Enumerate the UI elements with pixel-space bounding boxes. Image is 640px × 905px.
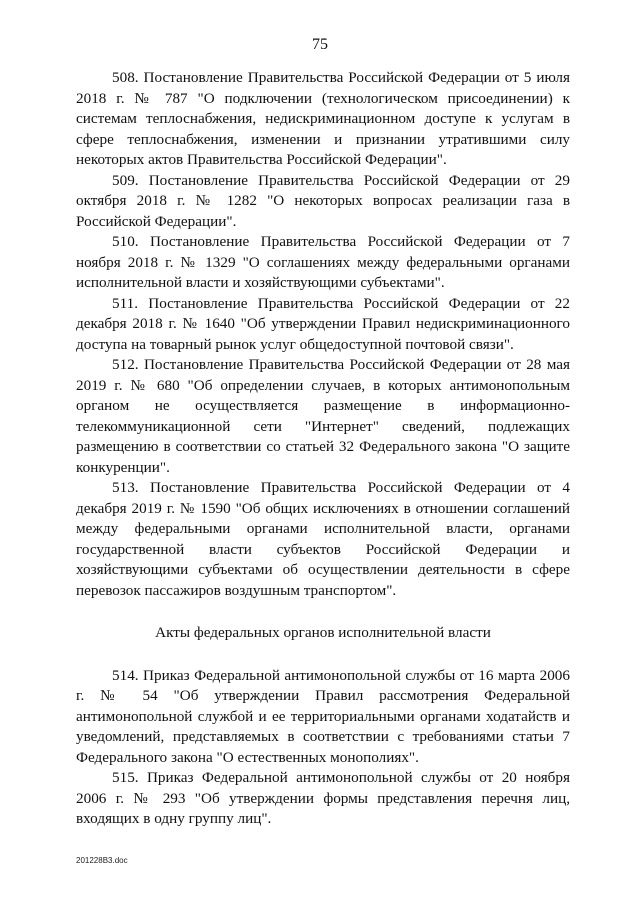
list-item-515: 515. Приказ Федеральной антимонопольной службы от 20 ноября 2006 г. № 293 "Об утверждении формы представления перечня лиц, входящих в одну группу лиц". [76,769,570,827]
list-item-514: 514. Приказ Федеральной антимонопольной службы от 16 марта 2006 г. № 54 "Об утверждении Правил рассмотрения Федеральной антимонопольной службой и ее территориальными органами ходатайств и уведомлений, представляемых в соответствии с требованиями статьи 7 Федерального закона "О естественных монополиях". [76,666,570,766]
page-number: 75 [312,36,328,53]
section-heading: Акты федеральных органов исполнительной власти [155,624,491,641]
list-item-509: 509. Постановление Правительства Российской Федерации от 29 октября 2018 г. № 1282 "О некоторых вопросах реализации газа в Российской Федерации". [76,171,570,230]
footer-file-code: 201228B3.doc [76,856,128,865]
list-item-508: 508. Постановление Правительства Российской Федерации от 5 июля 2018 г. № 787 "О подключении (технологическом присоединении) к системам теплоснабжения, недискриминационном доступе к услугам в сфере теплоснабжения, изменении и признании утратившими силу некоторых актов Правительства Российской Федерации". [76,69,570,168]
list-item-512: 512. Постановление Правительства Российской Федерации от 28 мая 2019 г. № 680 "Об определении случаев, в которых антимонопольным органом не осуществляется размещение в информационно-телекоммуникационной сети "Интернет" сведений, подлежащих размещению в соответствии со статьей 32 Федерального закона "О защите конкуренции". [76,356,570,476]
list-item-513: 513. Постановление Правительства Российской Федерации от 4 декабря 2019 г. № 1590 "Об общих исключениях в отношении соглашений между федеральными органами исполнительной власти, органами государственной власти субъектов Российской Федерации и хозяйствующими субъектами об осуществлении деятельности в сфере перевозок пассажиров воздушным транспортом". [76,479,570,599]
document-body [76,68,570,830]
list-item-511: 511. Постановление Правительства Российской Федерации от 22 декабря 2018 г. № 1640 "Об утверждении Правил недискриминационного доступа на товарный рынок услуг общедоступной почтовой связи". [76,294,570,353]
list-item-510: 510. Постановление Правительства Российской Федерации от 7 ноября 2018 г. № 1329 "О соглашениях между федеральными органами исполнительной власти и хозяйствующими субъектами". [76,233,570,291]
